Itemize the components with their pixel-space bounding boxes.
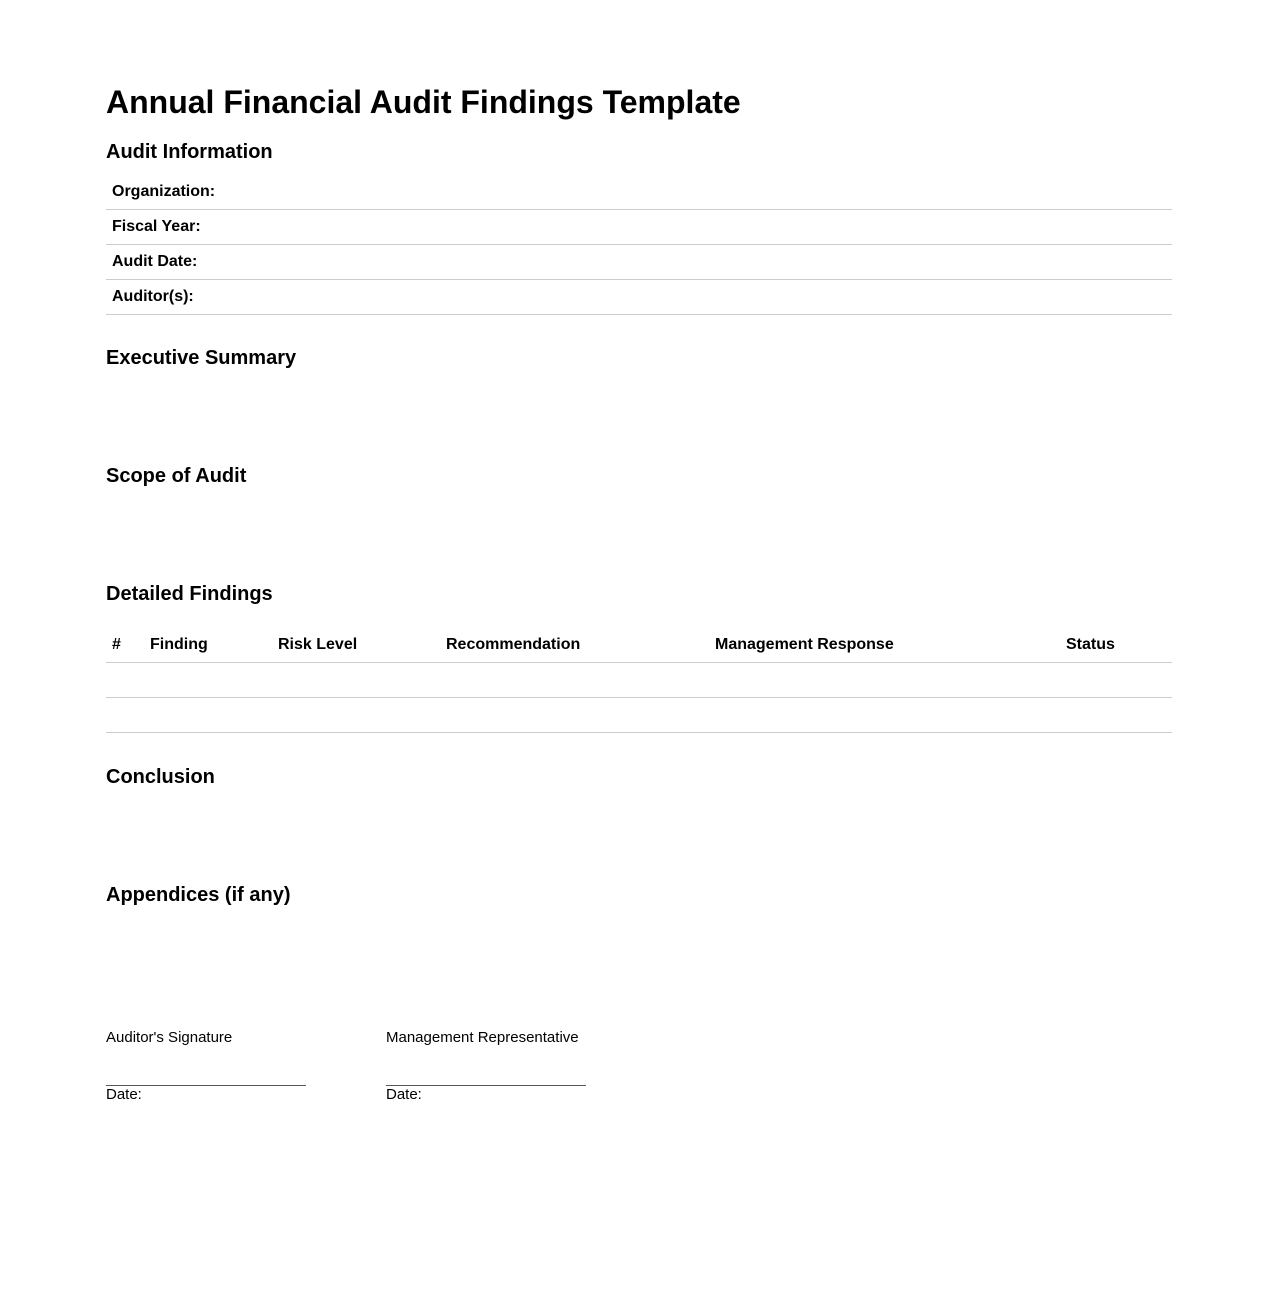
table-row [106,663,1172,698]
audit-date-label: Audit Date: [106,245,221,280]
auditors-value [221,280,1172,315]
info-row-auditors [106,280,1172,315]
organization-label: Organization: [106,175,221,210]
table-cell [106,698,144,733]
table-cell [106,663,144,698]
fiscal-year-label: Fiscal Year: [106,210,221,245]
column-header-management-response: Management Response [709,628,1060,663]
info-row-organization [106,175,1172,210]
audit-information-table [106,175,1172,315]
scope-of-audit-heading: Scope of Audit [106,465,247,487]
auditors-label: Auditor(s): [106,280,221,315]
auditor-signature-block [106,1029,306,1104]
table-cell [709,663,1060,698]
info-row-fiscal-year [106,210,1172,245]
detailed-findings-table [106,628,1172,733]
auditor-date-label: Date: [106,1086,142,1103]
table-cell [709,698,1060,733]
table-cell [144,663,272,698]
table-row [106,698,1172,733]
column-header-finding: Finding [144,628,272,663]
management-signature-label: Management Representative [386,1029,579,1046]
audit-information-heading: Audit Information [106,141,273,163]
audit-date-value [221,245,1172,280]
findings-header-row [106,628,1172,663]
table-cell [272,663,440,698]
table-cell [440,663,709,698]
document-title: Annual Financial Audit Findings Template [106,84,741,120]
column-header-number: # [106,628,144,663]
table-cell [272,698,440,733]
table-cell [1060,698,1172,733]
auditor-signature-label: Auditor's Signature [106,1029,233,1046]
fiscal-year-value [221,210,1172,245]
detailed-findings-heading: Detailed Findings [106,583,273,605]
table-cell [440,698,709,733]
table-cell [144,698,272,733]
management-signature-block [386,1029,586,1104]
appendices-heading: Appendices (if any) [106,884,291,906]
table-cell [1060,663,1172,698]
column-header-recommendation: Recommendation [440,628,709,663]
info-row-audit-date [106,245,1172,280]
organization-value [221,175,1172,210]
executive-summary-heading: Executive Summary [106,347,297,369]
management-date-label: Date: [386,1086,422,1103]
column-header-status: Status [1060,628,1172,663]
conclusion-heading: Conclusion [106,766,215,788]
column-header-risk-level: Risk Level [272,628,440,663]
